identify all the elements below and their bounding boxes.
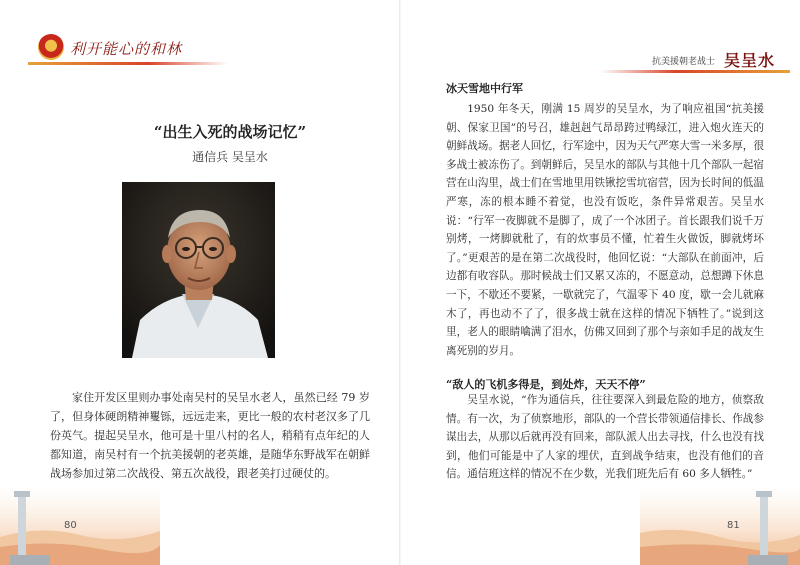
right-page-header xyxy=(600,44,800,74)
footer-landscape-right xyxy=(640,455,800,565)
header-name: 吴呈水 xyxy=(724,51,776,70)
section-body-planes: 吴呈水说，“作为通信兵，往往要深入到最危险的地方，侦察敌情。有一次，为了侦察地形，部队的一个营长带领通信排长、作战参谋出去，从那以后就再没有回来，部队派人出去寻找，什么也没有找到，他们可能是中了人家的埋伏，直到战争结束，也没有他们的音信。通信班这样的情况不在少数，光我们班先后有 60 多人牺牲。” xyxy=(446,394,764,481)
footer-landscape-left xyxy=(0,455,160,565)
portrait-illustration xyxy=(122,182,275,358)
left-page-header xyxy=(0,28,230,72)
article-title: “出生入死的战场记忆” xyxy=(153,123,307,141)
page-number-left: 80 xyxy=(64,520,77,531)
portrait-photo xyxy=(122,182,275,358)
header-subtitle: 抗美援朝老战士 xyxy=(652,57,716,67)
left-body-paragraph: 家住开发区里则办事处南吴村的吴呈水老人，虽然已经 79 岁了，但身体硬朗精神矍铄，远远走来，更比一般的农村老汉多了几份英气。提起吴呈水，他可是十里八村的名人，稍稍有点年纪的人都知道，南吴村有一个抗美援朝的老英雄，是随华东野战军在朝鲜战场参加过第二次战役、第五次战役，跟老美打过硬仗的。 xyxy=(50,391,370,480)
section-body-march: 1950 年冬天，刚满 15 周岁的吴呈水，为了响应祖国“抗美援朝、保家卫国”的号召，雄赳赳气昂昂跨过鸭绿江，进入炮火连天的朝鲜战场。据老人回忆，行军途中，因为天气严寒大雪一米多厚，很多战士被冻伤了。到朝鲜后，吴呈水的部队与其他十几个部队一起宿营在山沟里，战士们在雪地里用铁锹挖雪坑宿营，因为长时间的低温严寒，冻的根本睡不着觉，也没有饭吃，条件异常艰苦。吴呈水说：“行军一夜脚就不是脚了，成了一个冰团子。首长跟我们说千万别烤，一烤脚就秕了，有的炊事员不懂，忙着生火做饭，脚就烤坏了。”更艰苦的是在第二次战役时，他回忆说：“大部队在前面冲，后边都有收容队。那时候战士们又累又冻的，不愿意动，总想蹲下休息一下，不歇还不要紧，一歇就完了，气温零下 40 度，歇一会儿就麻木了，再也动不了了，很多战士就在这样的情况下牺牲了。”说到这里，老人的眼睛噙满了泪水，仿佛又回到了那个与亲如手足的战友生离死别的岁月。 xyxy=(446,103,764,357)
header-rule xyxy=(600,70,790,73)
page-fold xyxy=(399,0,401,565)
header-rule xyxy=(28,62,228,65)
page-number-right: 81 xyxy=(727,520,740,531)
emblem-icon xyxy=(38,34,64,60)
header-calligraphy: 利开能心的和林 xyxy=(70,40,183,58)
section-title-march: 冰天雪地中行军 xyxy=(446,82,523,95)
article-byline: 通信兵 吴呈水 xyxy=(192,150,268,164)
section-title-planes: “敌人的飞机多得是，到处炸，天天不停” xyxy=(446,378,646,391)
